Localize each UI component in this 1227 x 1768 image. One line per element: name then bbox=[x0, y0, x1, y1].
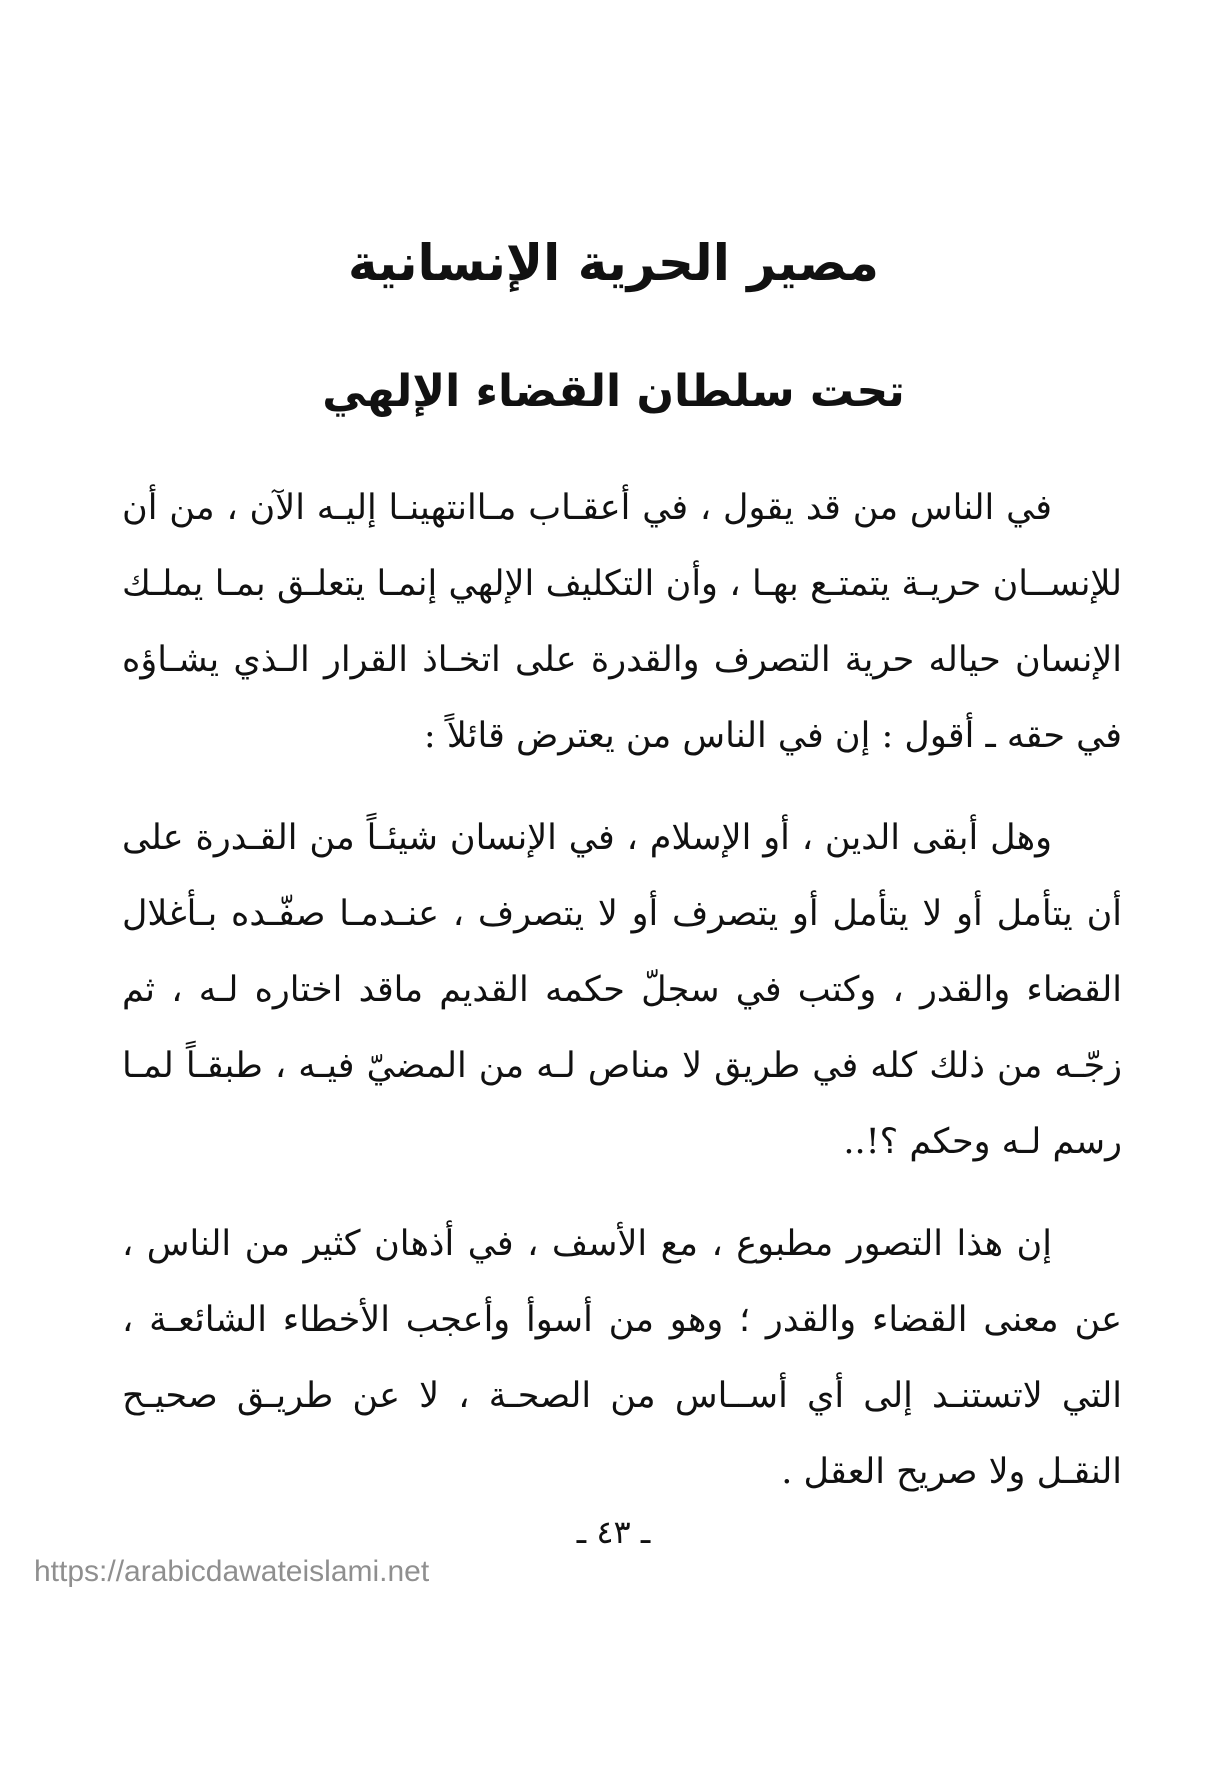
paragraph-3: إن هذا التصور مطبوع ، مع الأسف ، في أذهان كثير من الناس ، عن معنى القضاء والقدر ؛ وهو من أسوأ وأعجب الأخطاء الشائعـة ، التي لاتستنـد إلى أي أســاس من الصحـة ، لا عن طريـق صحيـح النقـل ولا صريح العقل . bbox=[122, 1224, 1122, 1492]
watermark-url: https://arabicdawateislami.net bbox=[34, 1555, 430, 1588]
page-number: ـ ٤٣ ـ bbox=[576, 1513, 651, 1551]
chapter-title: مصير الحرية الإنسانية bbox=[347, 234, 879, 292]
chapter-subtitle: تحت سلطان القضاء الإلهي bbox=[322, 366, 905, 417]
paragraph-2: وهل أبقى الدين ، أو الإسلام ، في الإنسان شيئـاً من القـدرة على أن يتأمل أو لا يتأمل أو يتصرف أو لا يتصرف ، عنـدمـا صفّـده بـأغلال القضاء والقدر ، وكتب في سجلّ حكمه القديم ماقد اختاره لـه ، ثم زجّـه من ذلك كله في طريق لا مناص لـه من المضيّ فيـه ، طبقـاً لمـا رسم لـه وحكم ؟!.. bbox=[122, 818, 1122, 1162]
body-text bbox=[122, 470, 1122, 1536]
paragraph-1: في الناس من قد يقول ، في أعقـاب مـاانتهينـا إليـه الآن ، من أن للإنســان حريـة يتمتـع بهـا ، وأن التكليف الإلهي إنمـا يتعلـق بمـا يملـك الإنسان حياله حرية التصرف والقدرة على اتخـاذ القرار الـذي يشـاؤه في حقه ـ أقول : إن في الناس من يعترض قائلاً : bbox=[122, 488, 1122, 756]
